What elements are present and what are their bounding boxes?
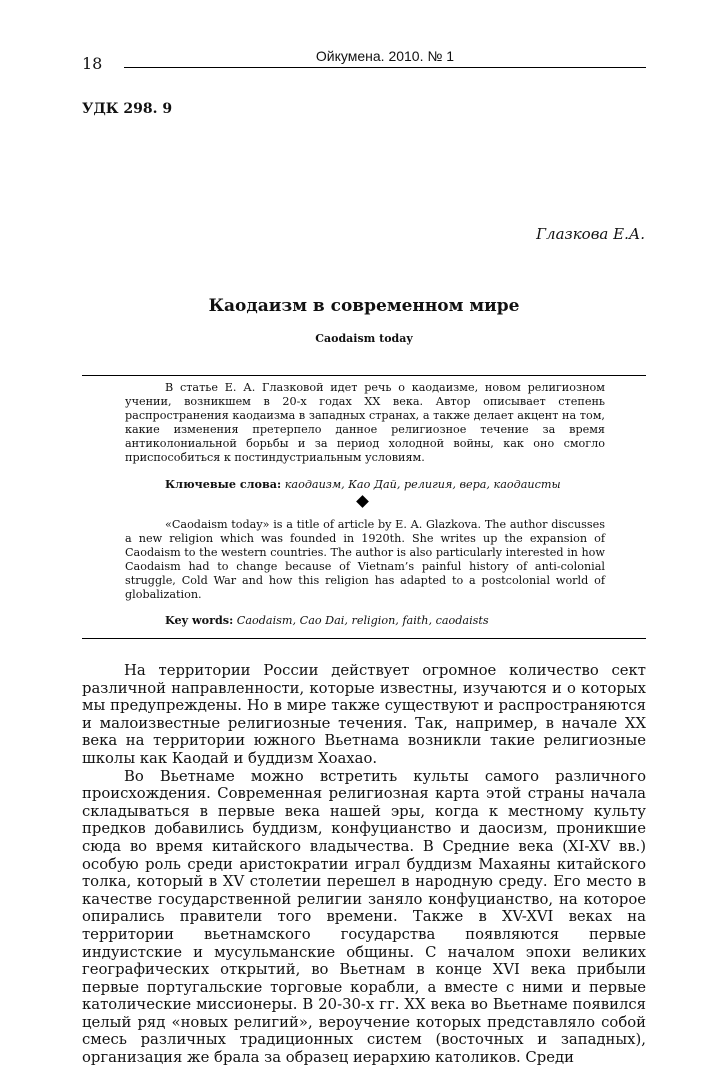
- abstract-en: «Caodaism today» is a title of article by E. A. Glazkova. The author discusses a new religion which was founded in 1920th. She writes up the expansion of Caodaism to the western countries. The author is also particularly interested in how Caodaism had to change because of Vietnam’s painful history of anti-colonial struggle, Cold War and how this religion has adapted to a postcolonial world of globalization.: [125, 518, 605, 601]
- keywords-ru-label: Ключевые слова:: [165, 477, 282, 491]
- keywords-en-label: Key words:: [165, 613, 234, 627]
- body-paragraph: Во Вьетнаме можно встретить культы самого различного происхождения. Современная религиозная карта этой страны начала складываться в первые века нашей эры, когда к местному культу предков добавились буддизм, конфуцианство и даосизм, проникшие сюда во время китайского владычества. В Средние века (XI-XV вв.) особую роль среди аристократии играл буддизм Махаяны китайского толка, который в XV столетии перешел в народную среду. Его место в качестве государственной религии заняло конфуцианство, на которое опирались правители того времени. Также в XV-XVI веках на территории вьетнамского государства появляются первые индуистские и мусульманские общины. С началом эпохи великих географических открытий, во Вьетнам в конце XVI века прибыли первые португальские торговые корабли, а вместе с ними и первые католические миссионеры. В 20-30-х гг. XX века во Вьетнаме появился целый ряд «новых религий», вероучение которых представляло собой смесь различных традиционных систем (восточных и западных), организация же брала за образец иерархию католиков. Среди: [82, 767, 646, 1067]
- article-title-en: Caodaism today: [315, 332, 413, 345]
- abstract-top-rule: [82, 375, 646, 376]
- keywords-ru: [165, 477, 645, 491]
- article-title-ru: Каодаизм в современном мире: [208, 296, 520, 316]
- journal-header: Ойкумена. 2010. № 1: [315, 48, 455, 64]
- header-rule: [124, 67, 646, 68]
- diamond-separator-icon: [356, 495, 369, 508]
- page-number: 18: [82, 54, 103, 73]
- keywords-ru-value: каодаизм, Као Дай, религия, вера, каодаисты: [284, 478, 561, 491]
- udk-code: УДК 298. 9: [82, 101, 173, 117]
- abstract-bottom-rule: [82, 638, 646, 639]
- body-paragraph: На территории России действует огромное количество сект различной направленности, которые известны, изучаются и о которых мы предупреждены. Но в мире также существуют и распространяются и малоизвестные религиозные течения. Так, например, в начале XX века на территории южного Вьетнама возникли такие религиозные школы как Каодай и буддизм Хоахао.: [82, 662, 646, 767]
- author-name: Глазкова Е.А.: [536, 225, 645, 243]
- body-text: [82, 662, 646, 1067]
- keywords-en: [165, 613, 645, 627]
- keywords-en-value: Caodaism, Cao Dai, religion, faith, caodaists: [236, 614, 489, 627]
- abstract-ru: В статье Е. А. Глазковой идет речь о каодаизме, новом религиозном учении, возникшем в 20-х годах XX века. Автор описывает степень распространения каодаизма в западных странах, а также делает акцент на том, какие изменения претерпело данное религиозное течение за время антиколониальной борьбы и за период холодной войны, как оно смогло приспособиться к постиндустриальным условиям.: [125, 381, 605, 464]
